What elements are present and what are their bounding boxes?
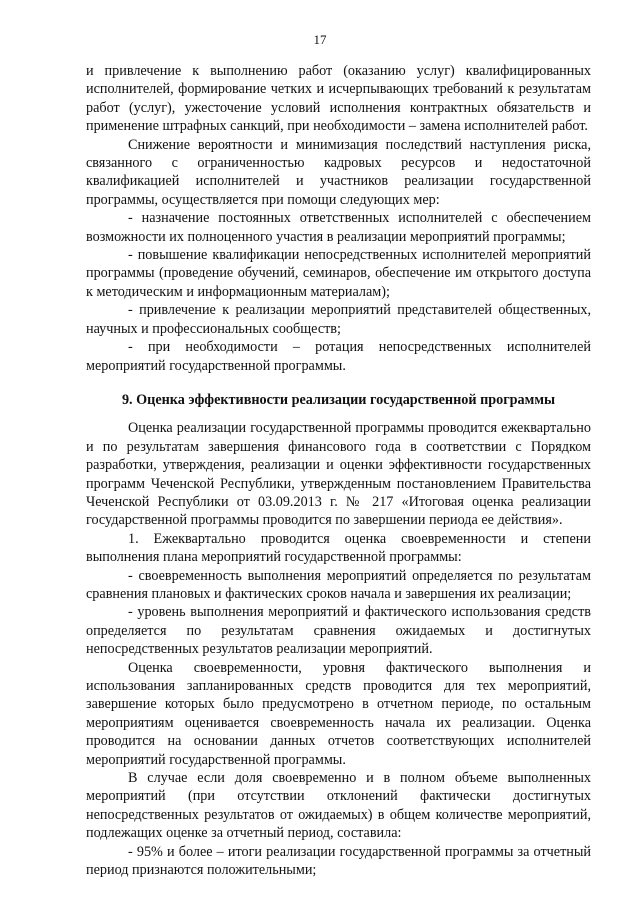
paragraph: В случае если доля своевременно и в полном объеме выполненных мероприятий (при отсутствии отклонений фактически достигнутых непосредственных результатов от ожидаемых) в общем количестве мероприятий, подлежащих оценке за отчетный период, составила: [86,770,591,842]
list-item: - уровень выполнения мероприятий и фактического использования средств определяется по результатам сравнения ожидаемых и достигнутых непосредственных результатов реализации мероприятий. [86,604,591,658]
paragraph: Оценка реализации государственной программы проводится ежеквартально и по результатам завершения финансового года в соответствии с Порядком разработки, утверждения, реализации и оценки эффективности государственных программ Чеченской Республики, утвержденным постановлением Правительства Чеченской Республики от 03.09.2013 г. № 217 «Итоговая оценка реализации государственной программы проводится по завершении периода ее действия». [86,420,591,529]
section-heading: 9. Оценка эффективности реализации государственной программы [121,391,556,408]
paragraph: и привлечение к выполнению работ (оказанию услуг) квалифицированных исполнителей, формирование четких и исчерпывающих требований к результатам работ (услуг), ужесточение условий исполнения контрактных обязательств и применение штрафных санкций, при необходимости – замена исполнителей работ. [86,63,591,135]
list-item: - назначение постоянных ответственных исполнителей с обеспечением возможности их полноценного участия в реализации мероприятий программы; [86,210,591,245]
list-item: - повышение квалификации непосредственных исполнителей мероприятий программы (проведение обучений, семинаров, обеспечение им открытого доступа к методическим и информационным материалам); [86,247,591,300]
list-item: - при необходимости – ротация непосредственных исполнителей мероприятий государственной программы. [86,339,591,374]
paragraph: Снижение вероятности и минимизация последствий наступления риска, связанного с ограниченностью кадровых ресурсов и недостаточной квалификацией исполнителей и участников реализации государственной программы, осуществляется при помощи следующих мер: [86,136,591,208]
paragraph: 1. Ежеквартально проводится оценка своевременности и степени выполнения плана мероприятий государственной программы: [86,530,591,566]
document-body [86,62,591,879]
list-item: - привлечение к реализации мероприятий представителей общественных, научных и профессиональных сообществ; [86,302,591,337]
page-number: 17 [313,32,327,47]
list-item: - своевременность выполнения мероприятий определяется по результатам сравнения плановых и фактических сроков начала и завершения их реализации; [86,567,591,602]
list-item: - 95% и более – итоги реализации государственной программы за отчетный период признаются положительными; [86,843,591,879]
paragraph: Оценка своевременности, уровня фактического выполнения и использования запланированных средств проводится для тех мероприятий, завершение которых было предусмотрено в отчетном периоде, по остальным мероприятиям оценивается своевременность начала их реализации. Оценка проводится на основании данных отчетов соответствующих исполнителей мероприятий государственной программы. [86,659,591,768]
